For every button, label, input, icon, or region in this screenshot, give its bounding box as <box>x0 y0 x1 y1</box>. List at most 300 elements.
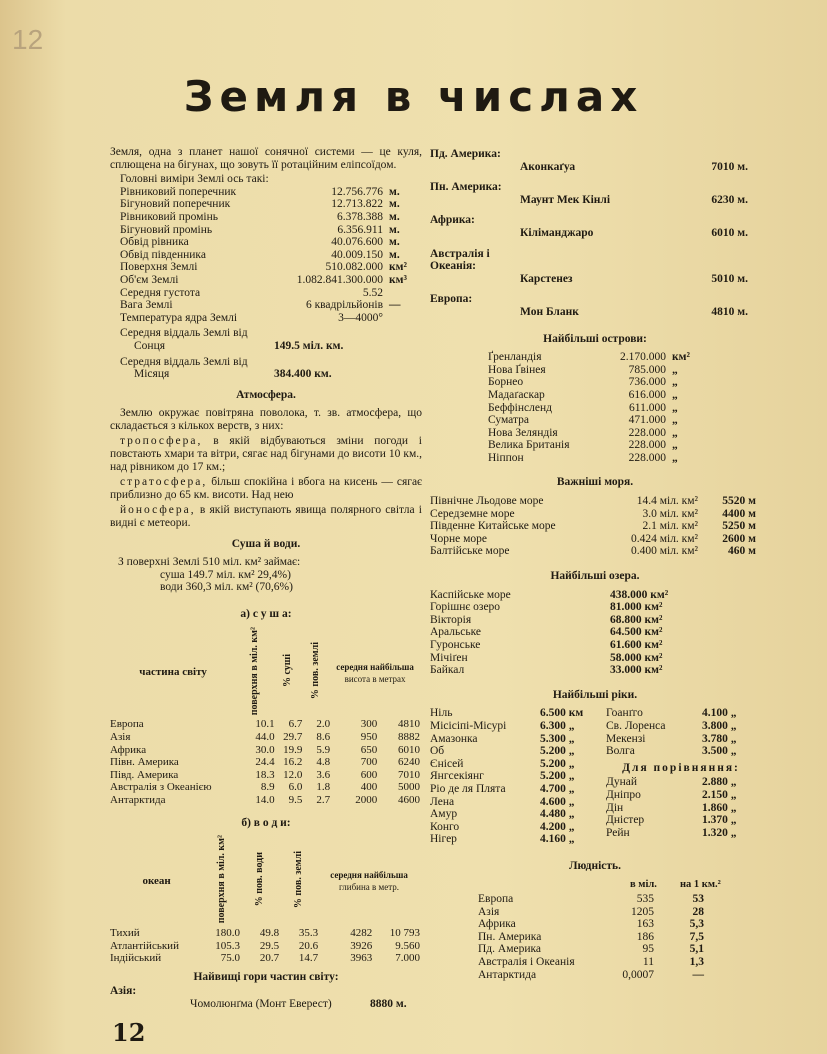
water-depth-group: середня найбільша <box>330 870 408 881</box>
river-name: Св. Лоренса <box>606 719 666 732</box>
river-row <box>606 802 756 815</box>
river-row <box>430 821 606 834</box>
rivers-heading: Найбільші ріки. <box>552 688 638 701</box>
river-length: 6.300 „ <box>540 719 575 732</box>
mountain-row <box>430 181 760 206</box>
cell-value: 2.7 <box>316 794 331 807</box>
cell-value: 105.3 <box>215 939 241 952</box>
lake-area: 58.000 км² <box>610 651 663 664</box>
island-unit: „ <box>672 451 678 464</box>
mountains-list <box>430 148 760 319</box>
river-row <box>606 733 756 746</box>
cell-value: 6.0 <box>288 781 303 794</box>
dimension-unit: м. <box>389 223 400 236</box>
population-row <box>478 969 760 982</box>
islands-list <box>430 351 760 464</box>
river-length: 4.100 „ <box>702 707 737 720</box>
dimension-label: Поверхня Землі <box>120 261 198 274</box>
island-name: Борнео <box>488 376 524 389</box>
rivers-block <box>430 707 760 846</box>
compare-heading: Для порівняння: <box>622 761 740 774</box>
cell-value: 19.9 <box>283 743 303 756</box>
water-table-heading: б) в о д и: <box>241 816 291 829</box>
stratosphere-paragraph <box>110 476 422 501</box>
dimension-value: 12.713.822 <box>331 198 383 211</box>
cell-value: 20.7 <box>259 952 280 965</box>
lake-name: Вікторія <box>430 613 472 626</box>
river-length: 4.600 „ <box>540 795 575 808</box>
population-region: Антарктида <box>478 968 537 981</box>
dimension-row <box>120 261 422 274</box>
sea-area: 3.0 міл. км² <box>642 507 698 520</box>
dimension-value: 12.756.776 <box>331 185 383 198</box>
lake-row <box>430 664 760 677</box>
cell-value: 18.3 <box>255 768 275 781</box>
population-density: 5,3 <box>689 918 704 931</box>
river-name: Лена <box>430 795 455 808</box>
river-name: Янгсекіянг <box>430 770 484 783</box>
page-number: 12 <box>112 1018 146 1047</box>
population-density: 53 <box>692 893 704 906</box>
lake-row <box>430 589 760 602</box>
pencil-page-mark: 12 <box>12 24 44 55</box>
population-millions: 11 <box>642 956 654 969</box>
island-area: 2.170.000 <box>620 351 666 364</box>
population-region: Пд. Америка <box>478 943 542 956</box>
sea-name: Чорне море <box>430 532 487 545</box>
cell-value: 29.7 <box>283 731 303 744</box>
island-row <box>488 364 760 377</box>
sun-distance <box>110 327 422 352</box>
mountain-height: 4810 м. <box>711 305 748 318</box>
row-label: Тихий <box>110 927 140 940</box>
stratosphere-term: стратосфера, <box>120 476 208 489</box>
island-name: Нова Зеляндія <box>488 426 558 439</box>
island-unit: „ <box>672 414 678 427</box>
mountain-row <box>430 248 760 286</box>
sea-name: Балтійське море <box>430 545 510 558</box>
troposphere-term: тропосфера, <box>120 435 203 448</box>
dimension-value: 6.378.388 <box>337 210 383 223</box>
river-length: 3.780 „ <box>702 732 737 745</box>
lakes-heading: Найбільші озера. <box>550 570 640 583</box>
river-name: Нігер <box>430 833 457 846</box>
sea-depth: 4400 м <box>722 507 756 520</box>
left-column <box>110 146 422 1011</box>
cell-value: 30.0 <box>255 743 275 756</box>
land-height-group: середня найбільша <box>336 661 414 672</box>
lake-row <box>430 601 760 614</box>
mountain-row <box>430 293 760 318</box>
river-name: Мекензі <box>606 732 646 745</box>
sun-label-1: Середня віддаль Землі від <box>120 327 248 340</box>
ionosphere-text: в якій виступають явища полярного світла і видні є метеори. <box>110 504 422 530</box>
river-name: Дніпро <box>606 788 641 801</box>
sea-row <box>430 495 760 508</box>
population-millions: 535 <box>636 893 654 906</box>
river-length: 3.800 „ <box>702 719 737 732</box>
table-row <box>110 769 420 782</box>
population-millions: 186 <box>636 930 654 943</box>
cell-value: 14.7 <box>298 952 319 965</box>
population-heading: Людність. <box>568 859 622 872</box>
river-row <box>430 733 606 746</box>
troposphere-paragraph <box>110 435 422 473</box>
dimension-row <box>120 249 422 262</box>
population-density: 5,1 <box>689 943 704 956</box>
island-area: 611.000 <box>629 401 666 414</box>
cell-value: 4810 <box>398 718 420 731</box>
dimension-unit: м. <box>389 236 400 249</box>
island-unit: „ <box>672 363 678 376</box>
row-label: Півн. Америка <box>110 756 179 769</box>
population-row <box>478 956 760 969</box>
cell-value: 1.8 <box>316 781 331 794</box>
table-row <box>110 781 420 794</box>
row-label: Атлантійський <box>110 939 179 952</box>
mountain-height: 8880 м. <box>370 998 407 1011</box>
rivers-compare <box>606 776 756 839</box>
river-length: 2.880 „ <box>702 776 737 789</box>
sea-name: Середземне море <box>430 507 515 520</box>
row-label: Півд. Америка <box>110 768 179 781</box>
river-name: Гоанґго <box>606 707 643 720</box>
cell-value: 10.1 <box>255 718 275 731</box>
cell-value: 5.9 <box>316 743 331 756</box>
mountain-region: Азія: <box>110 985 137 998</box>
row-label: Европа <box>110 718 144 731</box>
mountain-line <box>430 273 760 286</box>
cell-value: 600 <box>360 768 378 781</box>
river-length: 1.320 „ <box>702 826 737 839</box>
lake-area: 61.600 км² <box>610 639 663 651</box>
dimension-row <box>120 274 422 287</box>
dimension-value: 3—4000° <box>338 311 383 324</box>
row-label: Азія <box>110 731 131 744</box>
cell-value: 3.6 <box>316 768 331 781</box>
dimension-label: Обвід рівника <box>120 236 189 249</box>
cell-value: 300 <box>360 718 378 731</box>
dimension-row <box>120 299 422 312</box>
atmosphere-text: Землю окружає повітряна поволока, т. зв. атмосфера, що складається з кількох верств, з них: <box>110 407 422 432</box>
mountain-height: 7010 м. <box>711 160 748 173</box>
cell-value: 6.7 <box>288 718 303 731</box>
table-row <box>110 794 420 807</box>
cell-value: 7.000 <box>395 952 420 965</box>
island-row <box>488 402 760 415</box>
cell-value: 4282 <box>350 927 373 940</box>
river-length: 6.500 км <box>540 707 584 720</box>
island-unit: „ <box>672 388 678 401</box>
water-col-depth <box>318 835 420 927</box>
cell-value: 950 <box>360 731 378 744</box>
land-col-part: частина світу <box>139 666 207 679</box>
population-millions: 163 <box>636 918 654 931</box>
cell-value: 400 <box>360 781 378 794</box>
river-name: Амур <box>430 808 458 821</box>
lake-name: Каспійське море <box>430 588 511 601</box>
population-row <box>478 918 760 931</box>
cell-value: 75.0 <box>220 952 241 965</box>
sea-area: 2.1 міл. км² <box>642 520 698 533</box>
dimension-unit: км² <box>389 261 407 274</box>
table-row <box>110 952 420 965</box>
island-row <box>488 414 760 427</box>
water-line: води 360,3 міл. км² (70,6%) <box>160 581 293 594</box>
population-region: Европа <box>478 893 514 906</box>
island-name: Суматра <box>488 414 530 427</box>
mountain-line <box>430 306 760 319</box>
dimension-label: Рівниковий поперечник <box>120 185 237 198</box>
river-length: 5.200 „ <box>540 770 575 783</box>
river-length: 1.370 „ <box>702 814 737 827</box>
mountain-line <box>430 161 760 174</box>
sun-label-2: Сонця <box>134 339 166 352</box>
cell-value: 3926 <box>350 939 373 952</box>
rivers-left <box>430 707 606 846</box>
island-name: Велика Британія <box>488 439 570 452</box>
river-name: Дін <box>606 801 624 814</box>
land-line: суша 149.7 міл. км² 29,4%) <box>160 568 291 581</box>
land-col-pct-earth: % пов. землі <box>310 642 322 700</box>
dimension-label: Температура ядра Землі <box>120 311 238 324</box>
dimension-label: Вага Землі <box>120 299 173 312</box>
lake-area: 438.000 км² <box>610 588 669 601</box>
island-unit: „ <box>672 426 678 439</box>
population-region: Австралія і Океанія <box>478 956 575 969</box>
cell-value: 2.0 <box>316 718 331 731</box>
island-area: 471.000 <box>628 414 666 427</box>
cell-value: 8.9 <box>260 781 275 794</box>
population-density: 1,3 <box>689 956 704 969</box>
island-area: 228.000 <box>628 426 666 439</box>
population-row <box>478 943 760 956</box>
dimension-row <box>120 287 422 300</box>
river-row <box>430 745 606 758</box>
lake-name: Горішнє озеро <box>430 601 501 614</box>
river-row <box>606 789 756 802</box>
cell-value: 8.6 <box>316 731 331 744</box>
islands-heading: Найбільші острови: <box>543 332 647 345</box>
river-row <box>606 720 756 733</box>
land-water-heading: Суша й води. <box>231 537 301 550</box>
island-name: Нова Ґвінея <box>488 363 546 376</box>
land-table-heading: а) с у ш а: <box>240 608 292 620</box>
lake-area: 64.500 км² <box>610 626 663 639</box>
moon-label-1: Середня віддаль Землі від <box>120 355 248 368</box>
table-row <box>110 927 420 940</box>
cell-value: 14.0 <box>255 794 275 807</box>
moon-distance <box>110 356 422 381</box>
river-length: 5.300 „ <box>540 732 575 745</box>
population-row <box>478 931 760 944</box>
sea-depth: 5250 м <box>722 520 756 533</box>
population-row <box>478 906 760 919</box>
island-name: Мадаґаскар <box>488 388 545 401</box>
table-row <box>110 744 420 757</box>
mountain-region: Африка: <box>430 214 475 227</box>
dimension-value: 6.356.911 <box>337 223 383 236</box>
river-length: 2.150 „ <box>702 788 737 801</box>
river-row <box>430 833 606 846</box>
lake-area: 68.800 км² <box>610 613 663 626</box>
mountain-row <box>430 214 760 239</box>
dimension-value: 5.52 <box>362 286 383 299</box>
population-head-millions: в міл. <box>630 878 657 890</box>
cell-value: 4600 <box>398 794 420 807</box>
ionosphere-term: йоносфера, <box>120 504 196 517</box>
island-row <box>488 389 760 402</box>
water-col-pct-water: % пов. води <box>253 852 265 907</box>
island-name: Ніппон <box>488 451 524 464</box>
lake-row <box>430 652 760 665</box>
cell-value: 12.0 <box>283 768 303 781</box>
land-height-sub: висота в метрах <box>344 673 406 684</box>
island-unit: „ <box>672 401 678 414</box>
population-millions: 1205 <box>631 905 654 918</box>
island-name: Беффінсленд <box>488 401 552 414</box>
population-region: Азія <box>478 905 500 918</box>
mountain-region: Пн. Америка: <box>430 181 502 194</box>
cell-value: 5000 <box>398 781 420 794</box>
dimension-unit: — <box>389 299 401 312</box>
population-region: Африка <box>478 918 516 931</box>
lake-area: 81.000 км² <box>610 601 663 614</box>
sea-depth: 2600 м <box>722 532 756 545</box>
seas-heading: Важніші моря. <box>556 476 634 489</box>
river-row <box>606 745 756 758</box>
lakes-list <box>430 589 760 677</box>
dimension-value: 510.082.000 <box>325 261 383 274</box>
sea-area: 14.4 міл. км² <box>636 495 698 508</box>
rivers-right-block <box>606 707 756 846</box>
island-row <box>488 351 760 364</box>
dimension-row <box>120 198 422 211</box>
sea-name: Північне Льодове море <box>430 495 544 508</box>
dimension-value: 40.076.600 <box>331 236 383 249</box>
lake-name: Аральське <box>430 626 481 639</box>
river-length: 4.480 „ <box>540 808 575 821</box>
population-region: Пн. Америка <box>478 930 542 943</box>
island-name: Ґренландія <box>488 351 542 364</box>
cell-value: 700 <box>360 756 378 769</box>
cell-value: 44.0 <box>255 731 275 744</box>
sea-area: 0.400 міл. км² <box>630 545 698 558</box>
river-name: Волга <box>606 745 635 758</box>
dimension-unit: м. <box>389 248 400 261</box>
mountain-line <box>430 227 760 240</box>
ionosphere-paragraph <box>110 504 422 529</box>
island-area: 616.000 <box>628 388 666 401</box>
dimension-label: Об'єм Землі <box>120 273 179 286</box>
lake-area: 33.000 км² <box>610 664 663 677</box>
dimension-value: 1.082.841.300.000 <box>296 273 383 286</box>
island-unit: км² <box>672 351 690 364</box>
dimension-unit: км³ <box>389 273 407 286</box>
mountain-height: 6010 м. <box>711 226 748 239</box>
island-row <box>488 376 760 389</box>
dimension-row <box>120 224 422 237</box>
lake-row <box>430 614 760 627</box>
water-col-pct-earth: % пов. землі <box>292 850 304 908</box>
river-name: Ріо де ля Плята <box>430 782 506 795</box>
sea-depth: 460 м <box>728 545 756 558</box>
dimension-unit: м. <box>389 198 400 211</box>
cell-value: 9.560 <box>395 939 420 952</box>
land-col-area: поверхня в міл. км² <box>249 626 261 715</box>
mountain-name: Аконкаґуа <box>520 160 576 173</box>
river-name: Амазонка <box>430 732 478 745</box>
mountain-region: Австралія і Океанія: <box>430 247 490 273</box>
mountain-name: Кіліманджаро <box>520 226 594 239</box>
dimension-label: Бігуновий промінь <box>120 223 213 236</box>
river-row <box>430 796 606 809</box>
water-depth-sub: глибина в метр. <box>339 882 400 893</box>
river-name: Місісіпі-Місурі <box>430 719 507 732</box>
river-row <box>430 720 606 733</box>
dimension-label: Середня густота <box>120 286 201 299</box>
island-unit: „ <box>672 439 678 452</box>
dimension-label: Бігуновий поперечник <box>120 198 231 211</box>
dims-heading: Головні виміри Землі ось такі: <box>120 173 269 186</box>
sun-value: 149.5 міл. км. <box>274 339 344 352</box>
sea-row <box>430 533 760 546</box>
population-density: 7,5 <box>689 930 704 943</box>
river-length: 3.500 „ <box>702 745 737 758</box>
cell-value: 10 793 <box>389 927 420 940</box>
dimension-value: 6 квадрільйонів <box>305 299 383 312</box>
mountain-height: 5010 м. <box>711 272 748 285</box>
cell-value: 7010 <box>398 768 420 781</box>
river-name: Єнісей <box>430 757 464 770</box>
population-density: — <box>692 968 704 981</box>
mountain-region: Европа: <box>430 293 473 306</box>
island-row <box>488 427 760 440</box>
island-row <box>488 439 760 452</box>
island-unit: „ <box>672 376 678 389</box>
sea-depth: 5520 м <box>722 495 756 508</box>
mountain-height: 6230 м. <box>711 193 748 206</box>
river-row <box>606 776 756 789</box>
mountain-name: Карстенез <box>520 272 573 285</box>
dimension-row <box>120 312 422 325</box>
population-list <box>430 893 760 981</box>
river-length: 1.860 „ <box>702 801 737 814</box>
row-label: Індійський <box>110 952 162 965</box>
rivers-right <box>606 707 756 757</box>
sea-row <box>430 508 760 521</box>
mountain-region: Пд. Америка: <box>430 148 501 160</box>
dimension-value: 40.009.150 <box>331 248 383 261</box>
river-row <box>606 707 756 720</box>
river-row <box>606 827 756 840</box>
cell-value: 2000 <box>355 794 378 807</box>
surface-line: З поверхні Землі 510 міл. км² займає: <box>118 556 301 569</box>
cell-value: 650 <box>360 743 378 756</box>
cell-value: 8882 <box>398 731 420 744</box>
river-length: 5.200 „ <box>540 757 575 770</box>
river-row <box>430 808 606 821</box>
seas-list <box>430 495 760 558</box>
cell-value: 3963 <box>350 952 373 965</box>
cell-value: 6010 <box>398 743 420 756</box>
mountain-name: Чомолюнґма (Монт Еверест) <box>190 998 332 1011</box>
lake-name: Байкал <box>430 664 465 677</box>
river-name: Дністер <box>606 814 645 827</box>
cell-value: 20.6 <box>298 939 319 952</box>
cell-value: 49.8 <box>259 927 280 940</box>
cell-value: 6240 <box>398 756 420 769</box>
